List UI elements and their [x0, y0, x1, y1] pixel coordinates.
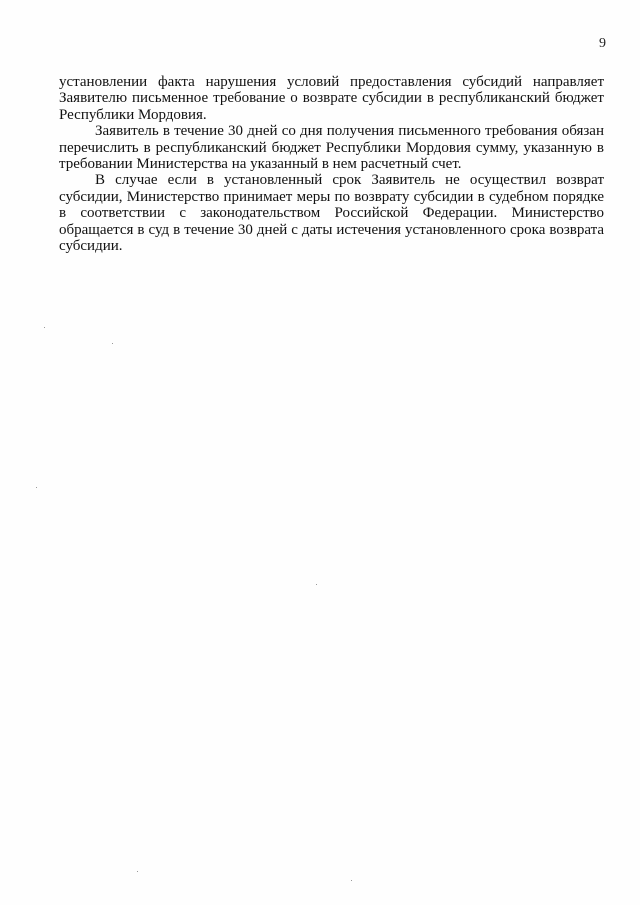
paragraph-2: Заявитель в течение 30 дней со дня получения письменного требования обязан перечислить в республиканский бюджет Республики Мордовия сумму, указанную в требовании Министерства на указанный в нем расчетный счет. — [59, 123, 604, 173]
paragraph-3: В случае если в установленный срок Заявитель не осуществил возврат субсидии, Министерство принимает меры по возврату субсидии в судебном порядке в соответствии с законодательством Российской Федерации. Министерство обращается в суд в течение 30 дней с даты истечения установленного срока возврата субсидии. — [59, 172, 604, 255]
scan-speck — [316, 584, 317, 585]
paragraph-1: установлении факта нарушения условий предоставления субсидий направляет Заявителю письменное требование о возврате субсидии в республиканский бюджет Республики Мордовия. — [59, 74, 604, 123]
scan-speck — [137, 871, 138, 872]
page-number: 9 — [599, 36, 606, 51]
scan-speck — [36, 487, 37, 488]
scan-speck — [351, 880, 352, 881]
document-body — [59, 74, 604, 254]
scan-speck — [44, 327, 45, 328]
scan-speck — [112, 343, 113, 344]
